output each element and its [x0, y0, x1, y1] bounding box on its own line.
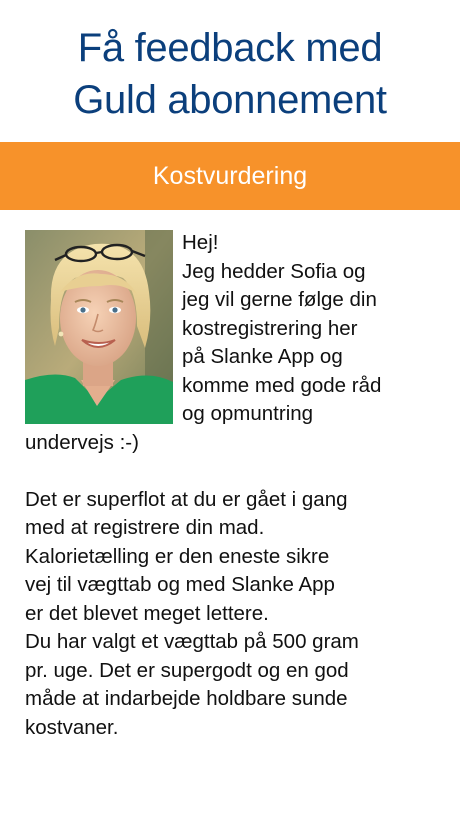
- advisor-portrait-icon: [25, 230, 173, 424]
- section-banner: [0, 142, 460, 210]
- intro-line: kostregistrering her: [182, 316, 358, 340]
- intro-line: Jeg hedder Sofia og: [182, 259, 366, 283]
- message-line: måde at indarbejde holdbare sunde: [25, 687, 348, 710]
- intro-line: undervejs :-): [25, 430, 139, 454]
- message-line: Du har valgt et vægttab på 500 gram: [25, 630, 359, 653]
- feedback-content: [25, 229, 425, 742]
- intro-line: Hej!: [182, 231, 219, 254]
- feedback-message: [25, 486, 425, 743]
- page-title-line-2: Guld abonnement: [73, 78, 387, 122]
- message-line: med at registrere din mad.: [25, 516, 265, 539]
- message-line: Det er superflot at du er gået i gang: [25, 487, 348, 511]
- message-line: Kalorietælling er den eneste sikre: [25, 544, 330, 568]
- intro-line: på Slanke App og: [182, 345, 343, 368]
- intro-line: jeg vil gerne følge din: [182, 288, 377, 311]
- section-banner-label: Kostvurdering: [152, 162, 308, 190]
- intro-line: og opmuntring: [182, 402, 314, 425]
- message-line: er det blevet meget lettere.: [25, 601, 269, 625]
- page-title: [0, 22, 460, 126]
- intro-line: komme med gode råd: [182, 373, 382, 397]
- message-line: pr. uge. Det er supergodt og en god: [25, 658, 349, 682]
- message-line: kostvaner.: [25, 715, 119, 739]
- paragraph-spacer: [25, 457, 425, 486]
- page-title-line-1: Få feedback med: [77, 26, 383, 70]
- message-line: vej til vægttab og med Slanke App: [25, 573, 335, 596]
